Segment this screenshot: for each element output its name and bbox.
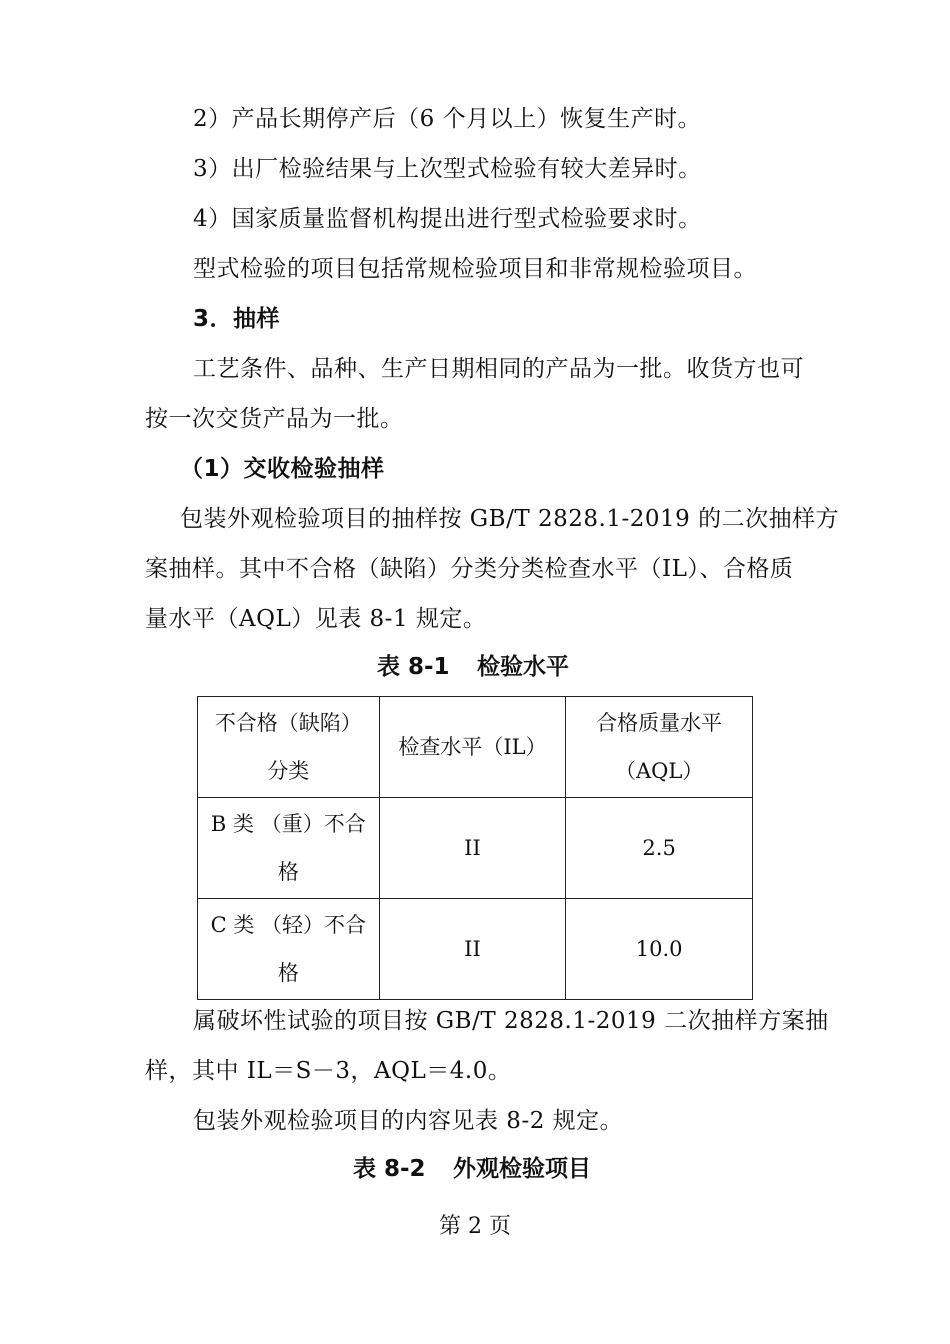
header-inspection-level: 检查水平（IL） [379, 697, 566, 798]
header-aql-line2: （AQL） [614, 759, 704, 783]
cell-defect-class-line2: 格 [277, 860, 299, 884]
paragraph-item-2: 2）产品长期停产后（6 个月以上）恢复生产时。 [193, 106, 702, 132]
table1-caption-title: 检验水平 [477, 654, 569, 680]
table-row [198, 798, 753, 899]
header-aql [566, 697, 753, 798]
paragraph-batch-line1: 工艺条件、品种、生产日期相同的产品为一批。收货方也可 [193, 356, 804, 382]
cell-defect-class [198, 899, 380, 1000]
table1-caption-number: 表 8-1 [377, 654, 450, 680]
header-defect-class-line2: 分类 [267, 759, 310, 783]
cell-defect-class [198, 798, 380, 899]
table2-caption-number: 表 8-2 [353, 1156, 426, 1182]
paragraph-sampling-line2: 案抽样。其中不合格（缺陷）分类分类检查水平（IL）、合格质 [145, 556, 794, 582]
cell-aql: 10.0 [566, 899, 753, 1000]
header-defect-class [198, 697, 380, 798]
paragraph-destructive-line2: 样，其中 IL＝S－3，AQL＝4.0。 [145, 1058, 512, 1084]
paragraph-sampling-line3: 量水平（AQL）见表 8-1 规定。 [145, 606, 487, 632]
table-row [198, 899, 753, 1000]
paragraph-type-test-items: 型式检验的项目包括常规检验项目和非常规检验项目。 [193, 256, 757, 282]
table1-caption [377, 652, 569, 682]
subsection-heading-acceptance: （1）交收检验抽样 [180, 456, 385, 482]
header-aql-line1: 合格质量水平 [596, 711, 723, 735]
cell-aql: 2.5 [566, 798, 753, 899]
paragraph-batch-line2: 按一次交货产品为一批。 [145, 406, 404, 432]
cell-defect-class-line1: B 类 （重）不合 [210, 812, 366, 836]
table2-caption [353, 1154, 591, 1184]
cell-defect-class-line2: 格 [277, 961, 299, 985]
cell-defect-class-line1: C 类 （轻）不合 [210, 913, 367, 937]
paragraph-destructive-line1: 属破坏性试验的项目按 GB/T 2828.1-2019 二次抽样方案抽 [193, 1008, 829, 1034]
header-defect-class-line1: 不合格（缺陷） [214, 711, 362, 735]
cell-inspection-level: II [379, 798, 566, 899]
inspection-level-table [197, 696, 753, 1000]
paragraph-item-3: 3）出厂检验结果与上次型式检验有较大差异时。 [193, 156, 702, 182]
section-heading-sampling: 3．抽样 [193, 306, 281, 332]
paragraph-item-4: 4）国家质量监督机构提出进行型式检验要求时。 [193, 206, 702, 232]
page-number: 第 2 页 [439, 1214, 511, 1239]
table2-caption-title: 外观检验项目 [453, 1156, 591, 1182]
paragraph-appearance-ref: 包装外观检验项目的内容见表 8-2 规定。 [193, 1108, 624, 1134]
cell-inspection-level: II [379, 899, 566, 1000]
table-header-row [198, 697, 753, 798]
paragraph-sampling-line1: 包装外观检验项目的抽样按 GB/T 2828.1-2019 的二次抽样方 [180, 506, 840, 532]
